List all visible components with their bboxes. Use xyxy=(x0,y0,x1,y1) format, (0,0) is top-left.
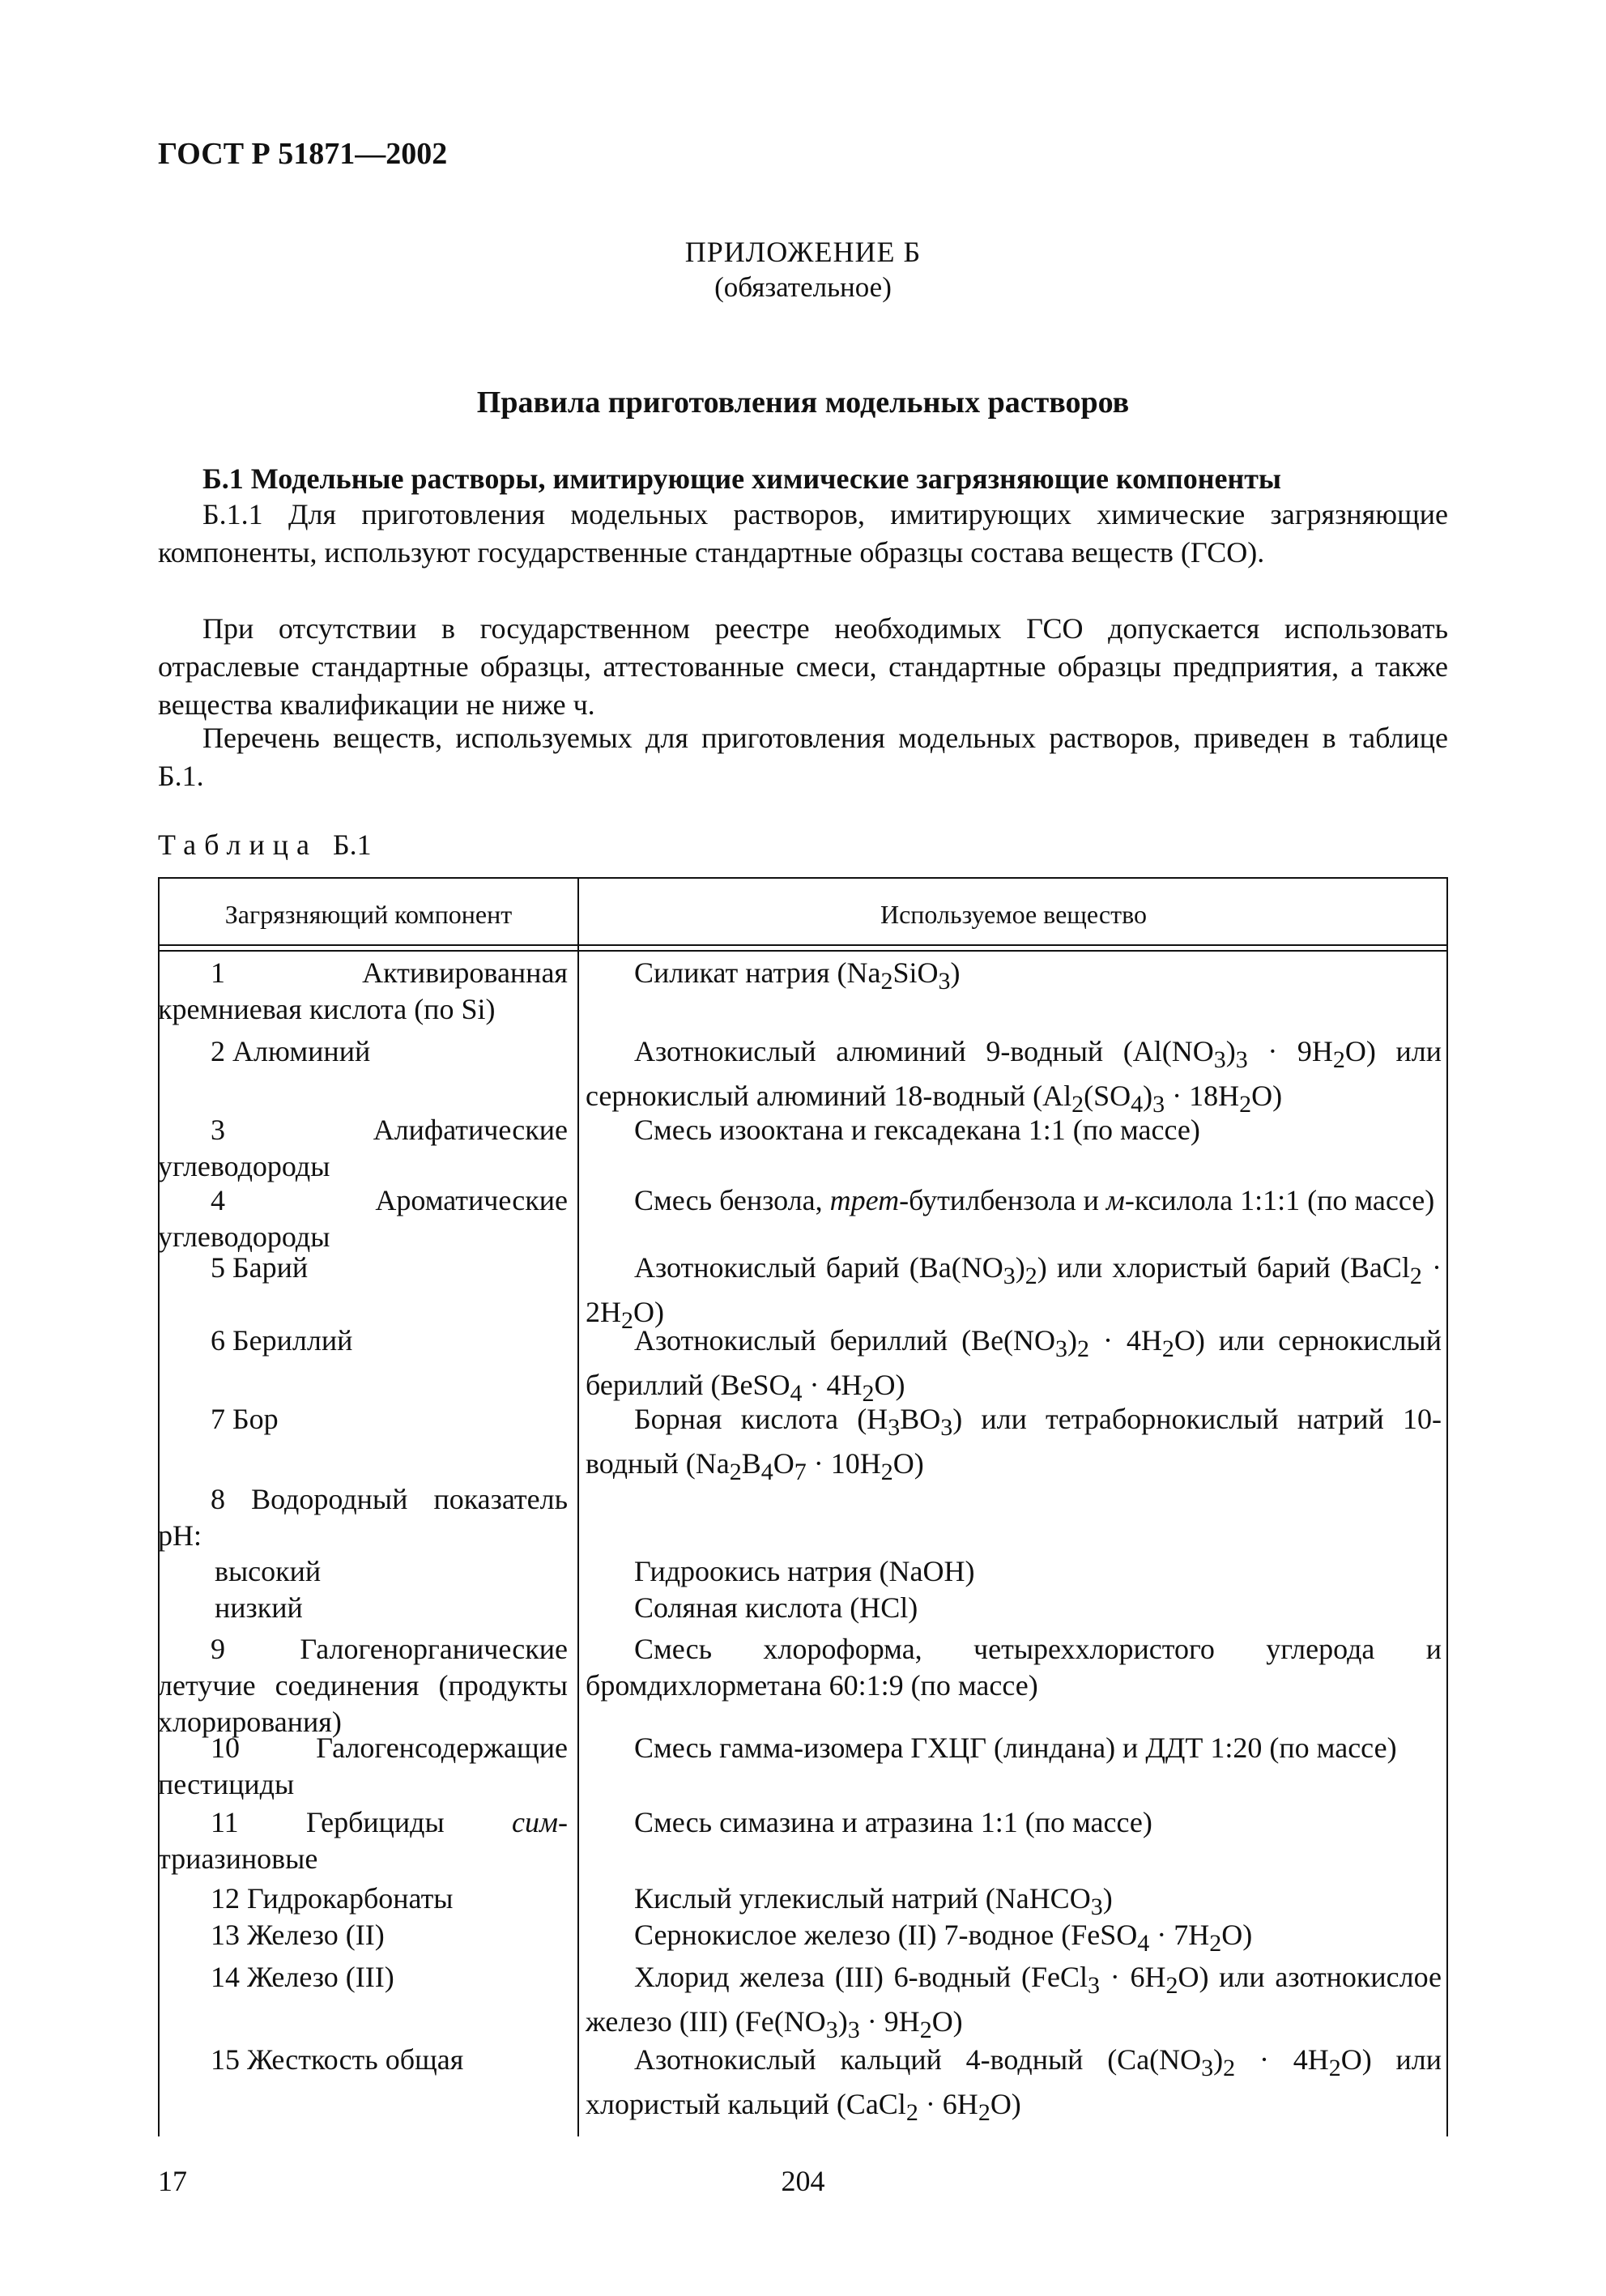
cell-component: 7 Бор xyxy=(211,1403,279,1435)
cell-component: высокий xyxy=(215,1555,322,1587)
cell-component: 10 Галогенсодержащие пестициды xyxy=(158,1732,568,1800)
cell-substance: Смесь гамма-изомера ГХЦГ (линдана) и ДДТ 1:20 (по массе) xyxy=(634,1732,1397,1764)
appendix-status: (обязательное) xyxy=(714,271,892,303)
cell-substance: Смесь бензола, трет-бутилбензола и м-ксилола 1:1:1 (по массе) xyxy=(634,1184,1435,1216)
table-caption xyxy=(158,828,372,862)
footer-sheet-number: 17 xyxy=(158,2165,187,2197)
cell-component: низкий xyxy=(215,1591,303,1624)
cell-component: 8 Водородный показатель pH: xyxy=(158,1483,568,1552)
cell-component: 15 Жесткость общая xyxy=(211,2043,464,2076)
cell-component: 12 Гидрокарбонаты xyxy=(211,1882,454,1915)
paragraph-2: При отсутствии в государственном реестре необходимых ГСО допускается использовать отраслевые стандартные образцы, аттестованные смеси, стандартные образцы предприятия, а также вещества квалификации не ниже ч. xyxy=(158,612,1448,721)
column-header-component: Загрязняющий компонент xyxy=(224,900,513,929)
column-header-substance: Используемое вещество xyxy=(880,900,1147,929)
appendix-title: ПРИЛОЖЕНИЕ Б xyxy=(684,236,922,268)
cell-substance: Хлорид железа (III) 6-водный (FeCl$_3$ · $6H_2O$) или азотнокислое железо (III) $(Fe(NO_3)_3 \cdot 9H_2O)$ xyxy=(586,1961,1442,2044)
cell-component: 5 Барий xyxy=(211,1251,309,1284)
cell-component: 1 Активированная кремниевая кислота (по Si) xyxy=(158,956,568,1025)
cell-component: 14 Железо (III) xyxy=(211,1961,394,1993)
substances-table xyxy=(158,877,1448,2136)
cell-substance: Сернокислое железо (II) 7-водное (FeSO$_4$ · $7H_2O$) xyxy=(634,1919,1253,1957)
cell-component: 3 Алифатические углеводороды xyxy=(158,1114,568,1182)
cell-component: 11 Гербициды сим-триазиновые xyxy=(158,1806,568,1875)
paragraph-1: Б.1.1 Для приготовления модельных растворов, имитирующих химические загрязняющие компоненты, используют государственные стандартные образцы состава веществ (ГСО). xyxy=(158,498,1448,569)
cell-substance: Смесь изооктана и гексадекана 1:1 (по массе) xyxy=(634,1114,1200,1146)
cell-component: 9 Галогенорганические летучие соединения (продукты хлорирования) xyxy=(158,1633,568,1738)
table-caption-word: Таблица xyxy=(158,829,317,861)
cell-substance: Азотнокислый барий $(Ba(NO_3)_2)$ или хлористый барий (BaCl$_2$ · $2H_2O$) xyxy=(586,1251,1442,1335)
section-title: Б.1 Модельные растворы, имитирующие химические загрязняющие компоненты xyxy=(202,462,1282,495)
cell-substance: Кислый углекислый натрий (NaHCO$_3$) xyxy=(634,1882,1113,1921)
cell-substance: Смесь симазина и атразина 1:1 (по массе) xyxy=(634,1806,1152,1838)
cell-substance: Борная кислота $(H_3BO_3)$ или тетраборнокислый натрий 10-водный $(Na_2B_4O_7 \cdot 10H_2O)$ xyxy=(586,1403,1442,1486)
cell-substance: Гидроокись натрия (NaOH) xyxy=(634,1555,975,1587)
standard-designation: ГОСТ Р 51871—2002 xyxy=(158,137,448,171)
page-title: Правила приготовления модельных растворов xyxy=(476,386,1130,420)
cell-component: 13 Железо (II) xyxy=(211,1919,385,1951)
table-column-divider xyxy=(577,877,579,2136)
cell-substance: Силикат натрия $(Na_2SiO_3)$ xyxy=(634,956,961,995)
cell-substance: Азотнокислый кальций 4-водный $(Ca(NO_3)_2 \cdot 4H_2O)$ или хлористый кальций (CaCl$_2$ · $6H_2O$) xyxy=(586,2043,1442,2127)
table-border-top xyxy=(158,877,1448,879)
header-divider-line xyxy=(158,944,1448,946)
header-divider-line xyxy=(158,950,1448,952)
page-number: 204 xyxy=(781,2165,825,2197)
paragraph-3: Перечень веществ, используемых для приготовления модельных растворов, приведен в таблице Б.1. xyxy=(158,722,1448,792)
cell-component: 6 Бериллий xyxy=(211,1324,353,1357)
cell-substance: Азотнокислый бериллий $(Be(NO_3)_2 \cdot 4H_2O)$ или сернокислый бериллий (BeSO$_4$ · $4H_2O$) xyxy=(586,1324,1442,1408)
cell-substance: Азотнокислый алюминий 9-водный $(Al(NO_3)_3 \cdot 9H_2O)$ или сернокислый алюминий 18-водный $(Al_2(SO_4)_3 \cdot 18H_2O)$ xyxy=(586,1035,1442,1118)
cell-substance: Смесь хлороформа, четыреххлористого углерода и бромдихлорметана 60:1:9 (по массе) xyxy=(586,1633,1442,1702)
cell-component: 4 Ароматические углеводороды xyxy=(158,1184,568,1253)
table-border-right xyxy=(1446,877,1448,2136)
table-caption-number: Б.1 xyxy=(332,829,372,861)
cell-component: 2 Алюминий xyxy=(211,1035,371,1067)
cell-substance: Соляная кислота (HCl) xyxy=(634,1591,918,1624)
